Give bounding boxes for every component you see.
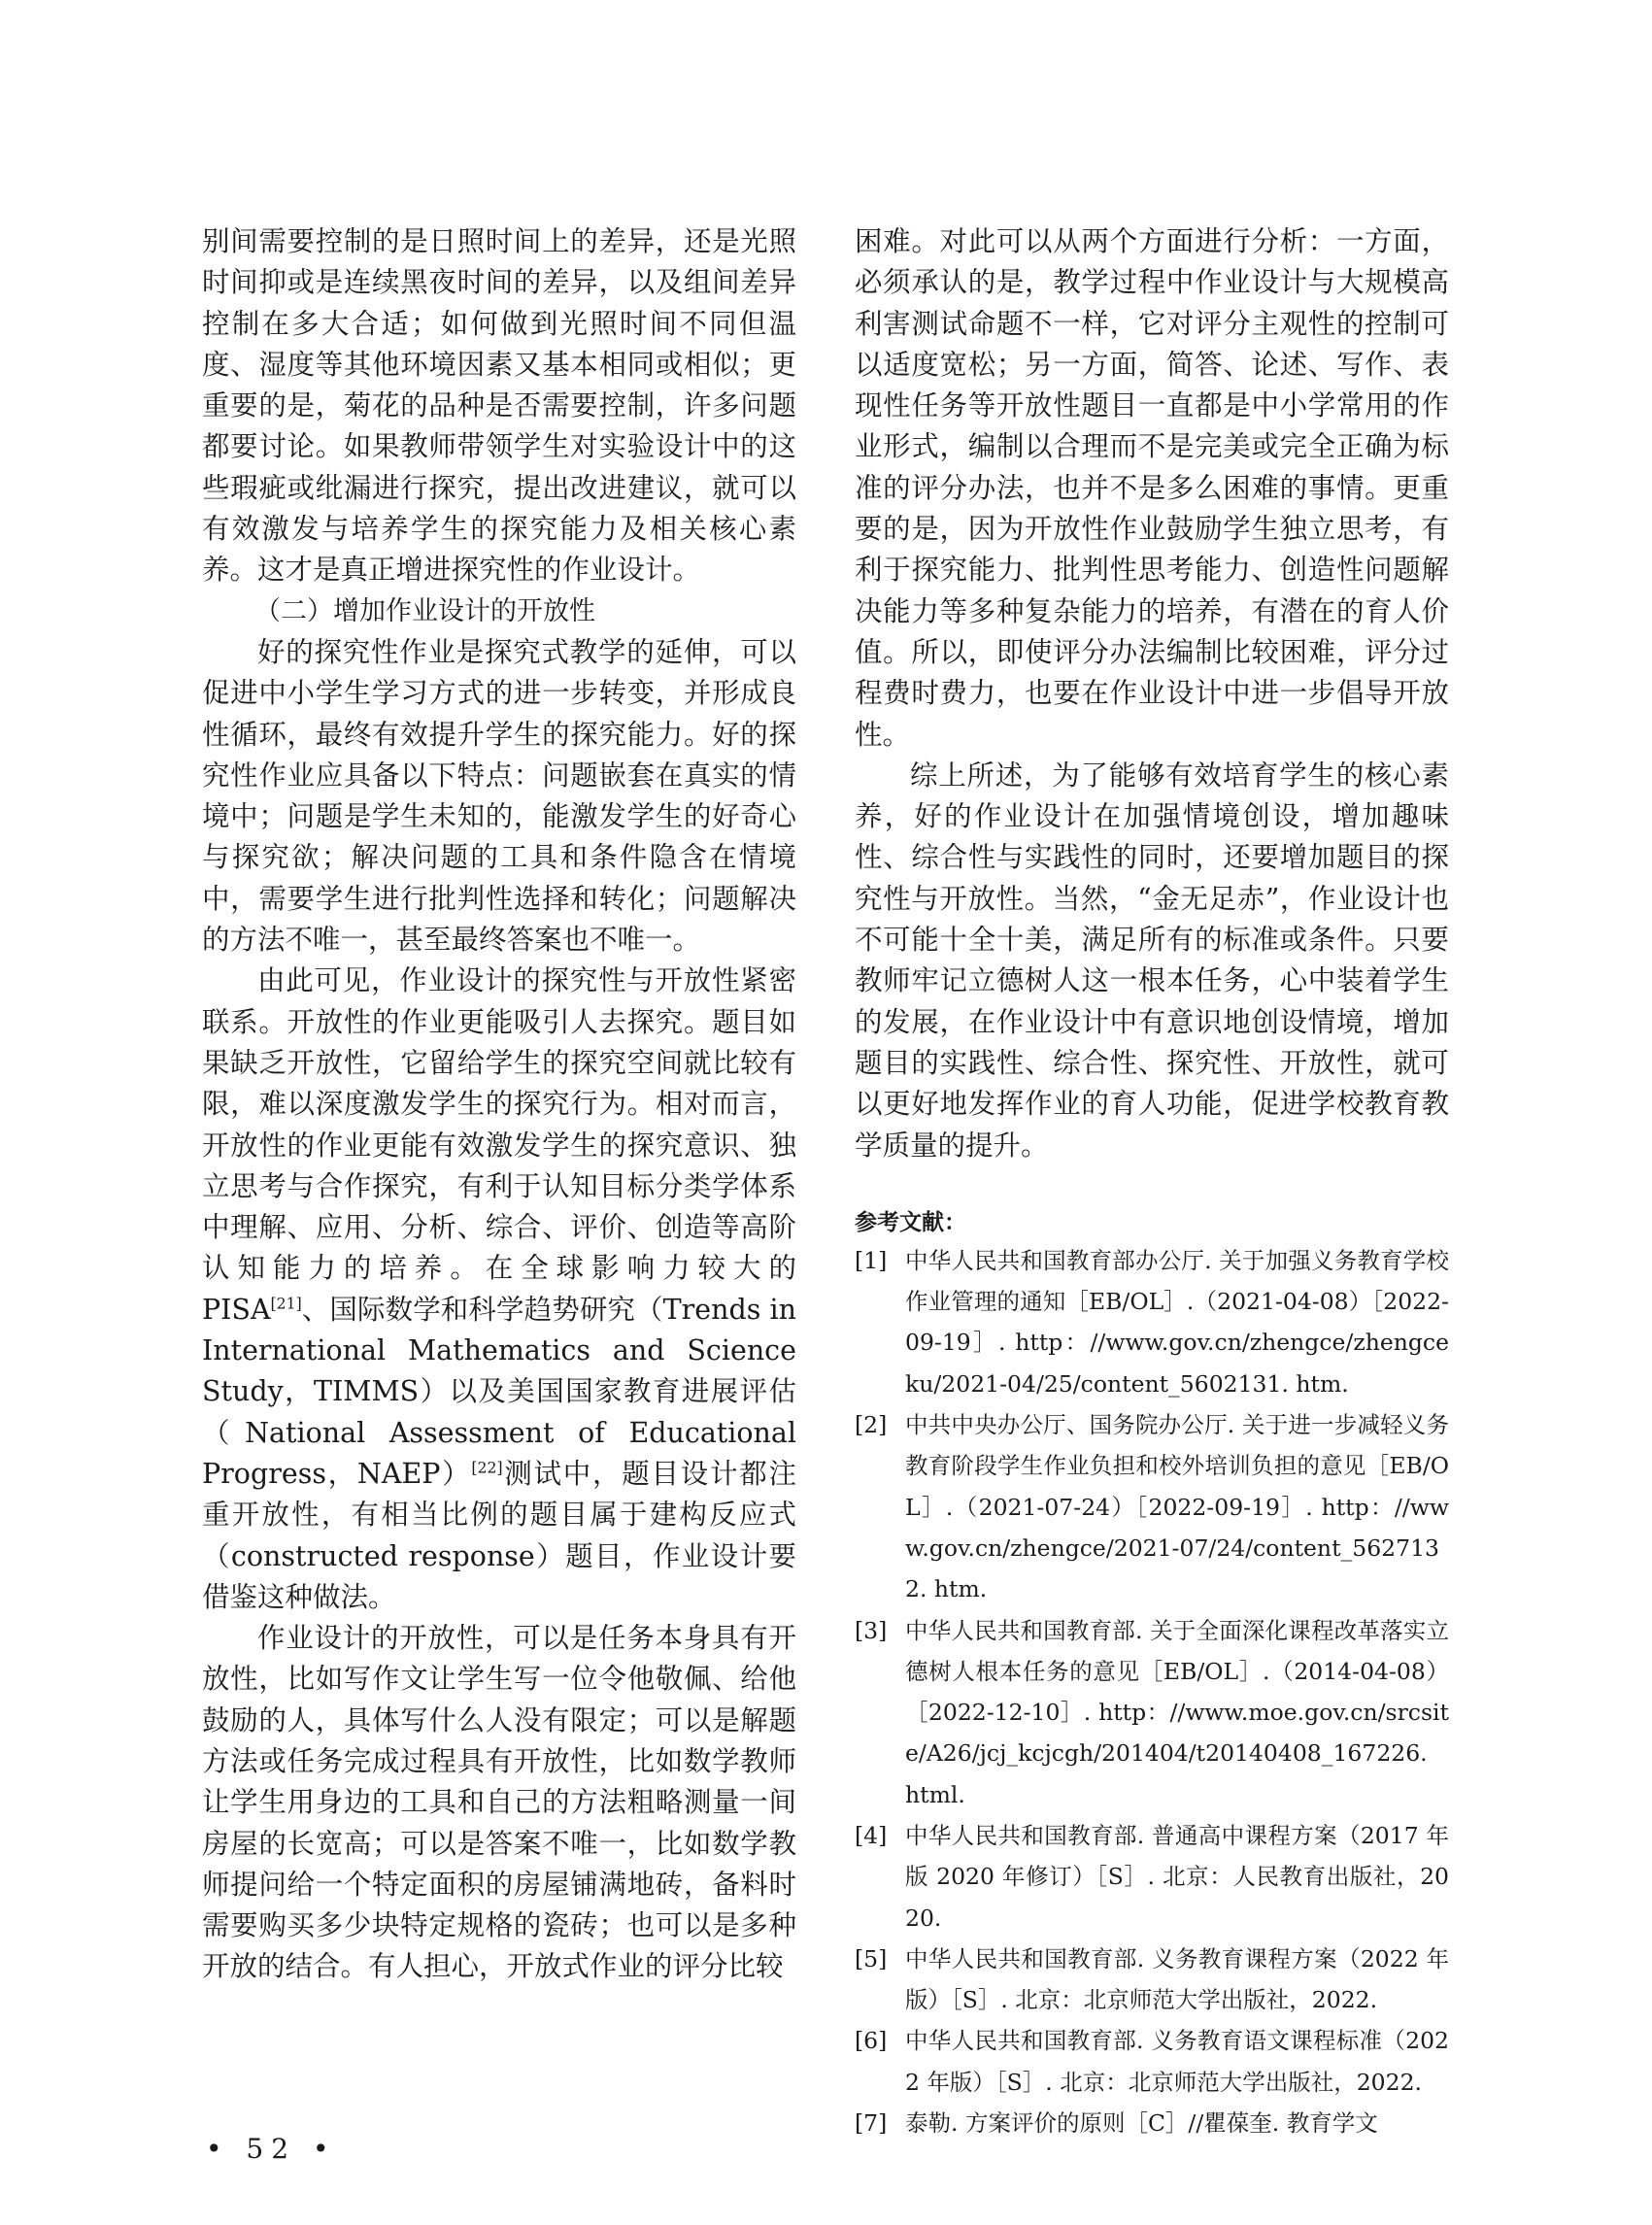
reference-text: 中华人民共和国教育部. 普通高中课程方案（2017 年版 2020 年修订）［S］. 北京：人民教育出版社，2020. <box>905 1821 1449 1932</box>
reference-item <box>855 2020 1449 2103</box>
paragraph-text: 测试中，题目设计都注重开放性，有相当比例的题目属于建构反应式（constructed response）题目，作业设计要借鉴这种做法。 <box>202 1457 796 1613</box>
right-column <box>855 221 1449 2143</box>
reference-number: [7] <box>855 2109 888 2138</box>
reference-item <box>855 1938 1449 2021</box>
paragraph: 作业设计的开放性，可以是任务本身具有开放性，比如写作文让学生写一位令他敬佩、给他鼓励的人，具体写什么人没有限定；可以是解题方法或任务完成过程具有开放性，比如数学教师让学生用身边的工具和自己的方法粗略测量一间房屋的长宽高；可以是答案不唯一，比如数学教师提问给一个特定面积的房屋铺满地砖，备料时需要购买多少块特定规格的瓷砖；也可以是多种开放的结合。有人担心，开放式作业的评分比较 <box>202 1622 796 1983</box>
paragraph <box>202 961 796 1618</box>
references-title: 参考文献： <box>855 1209 966 1235</box>
page-number: • 52 • <box>206 2133 337 2165</box>
references-list <box>855 1240 1449 2144</box>
reference-item <box>855 1240 1449 1404</box>
reference-number: [6] <box>855 2027 888 2055</box>
left-column <box>202 221 796 1988</box>
paragraph: 好的探究性作业是探究式教学的延伸，可以促进中小学生学习方式的进一步转变，并形成良性循环，最终有效提升学生的探究能力。好的探究性作业应具备以下特点：问题嵌套在真实的情境中；问题是学生未知的，能激发学生的好奇心与探究欲；解决问题的工具和条件隐含在情境中，需要学生进行批判性选择和转化；问题解决的方法不唯一，甚至最终答案也不唯一。 <box>202 635 796 957</box>
reference-item <box>855 2103 1449 2143</box>
paragraph: 别间需要控制的是日照时间上的差异，还是光照时间抑或是连续黑夜时间的差异，以及组间差异控制在多大合适；如何做到光照时间不同但温度、湿度等其他环境因素又基本相同或相似；更重要的是，菊花的品种是否需要控制，许多问题都要讨论。如果教师带领学生对实验设计中的这些瑕疵或纰漏进行探究，提出改进建议，就可以有效激发与培养学生的探究能力及相关核心素养。这才是真正增进探究性的作业设计。 <box>202 225 796 587</box>
paragraph: 综上所述，为了能够有效培育学生的核心素养，好的作业设计在加强情境创设，增加趣味性、综合性与实践性的同时，还要增加题目的探究性与开放性。当然，“金无足赤”，作业设计也不可能十全十美，满足所有的标准或条件。只要教师牢记立德树人这一根本任务，心中装着学生的发展，在作业设计中有意识地创设情境，增加题目的实践性、综合性、探究性、开放性，就可以更好地发挥作业的育人功能，促进学校教育教学质量的提升。 <box>855 759 1449 1162</box>
reference-number: [1] <box>855 1246 888 1274</box>
citation-marker: [21] <box>270 1294 302 1313</box>
reference-text: 中华人民共和国教育部. 义务教育课程方案（2022 年版）［S］. 北京：北京师范大学出版社，2022. <box>905 1944 1449 2014</box>
paragraph-text: 、国际数学和科学趋势研究（Trends in International Mathematics and Science Study，TIMMS）以及美国国家教育进展评估（National Assessment of Educational Progress，NAEP） <box>202 1293 796 1490</box>
reference-text: 中共中央办公厅、国务院办公厅. 关于进一步减轻义务教育阶段学生作业负担和校外培训负担的意见［EB/OL］.（2021-07-24）［2022-09-19］. http：//www.gov.cn/zhengce/2021-07/24/content_5627132. htm. <box>905 1411 1449 1603</box>
reference-number: [2] <box>855 1411 888 1439</box>
reference-item <box>855 1404 1449 1609</box>
spacer <box>855 1166 1449 1205</box>
section-heading: （二）增加作业设计的开放性 <box>254 595 595 626</box>
reference-text: 中华人民共和国教育部办公厅. 关于加强义务教育学校作业管理的通知［EB/OL］.（2021-04-08）［2022-09-19］. http：//www.gov.cn/zhengce/zhengceku/2021-04/25/content_5602131. htm. <box>905 1246 1449 1398</box>
reference-item <box>855 1815 1449 1938</box>
reference-text: 中华人民共和国教育部. 义务教育语文课程标准（2022 年版）［S］. 北京：北京师范大学出版社，2022. <box>905 2027 1449 2096</box>
reference-number: [5] <box>855 1944 888 1972</box>
reference-text: 泰勒. 方案评价的原则［C］//瞿葆奎. 教育学文 <box>905 2109 1378 2138</box>
reference-number: [4] <box>855 1821 888 1849</box>
reference-item <box>855 1610 1449 1815</box>
paragraph-text: 由此可见，作业设计的探究性与开放性紧密联系。开放性的作业更能吸引人去探究。题目如果缺乏开放性，它留给学生的探究空间就比较有限，难以深度激发学生的探究行为。相对而言，开放性的作业更能有效激发学生的探究意识、独立思考与合作探究，有利于认知目标分类学体系中理解、应用、分析、综合、评价、创造等高阶认知能力的培养。在全球影响力较大的PISA <box>202 964 796 1326</box>
paragraph: 困难。对此可以从两个方面进行分析：一方面，必须承认的是，教学过程中作业设计与大规模高利害测试命题不一样，它对评分主观性的控制可以适度宽松；另一方面，简答、论述、写作、表现性任务等开放性题目一直都是中小学常用的作业形式，编制以合理而不是完美或完全正确为标准的评分办法，也并不是多么困难的事情。更重要的是，因为开放性作业鼓励学生独立思考，有利于探究能力、批判性思考能力、创造性问题解决能力等多种复杂能力的培养，有潜在的育人价值。所以，即使评分办法编制比较困难，评分过程费时费力，也要在作业设计中进一步倡导开放性。 <box>855 225 1449 751</box>
reference-number: [3] <box>855 1616 888 1644</box>
citation-marker: [22] <box>471 1458 503 1477</box>
reference-text: 中华人民共和国教育部. 关于全面深化课程改革落实立德树人根本任务的意见［EB/OL］.（2014-04-08）［2022-12-10］. http：//www.moe.gov.cn/srcsite/A26/jcj_kcjcgh/201404/t20140408_167226. html. <box>905 1616 1449 1808</box>
